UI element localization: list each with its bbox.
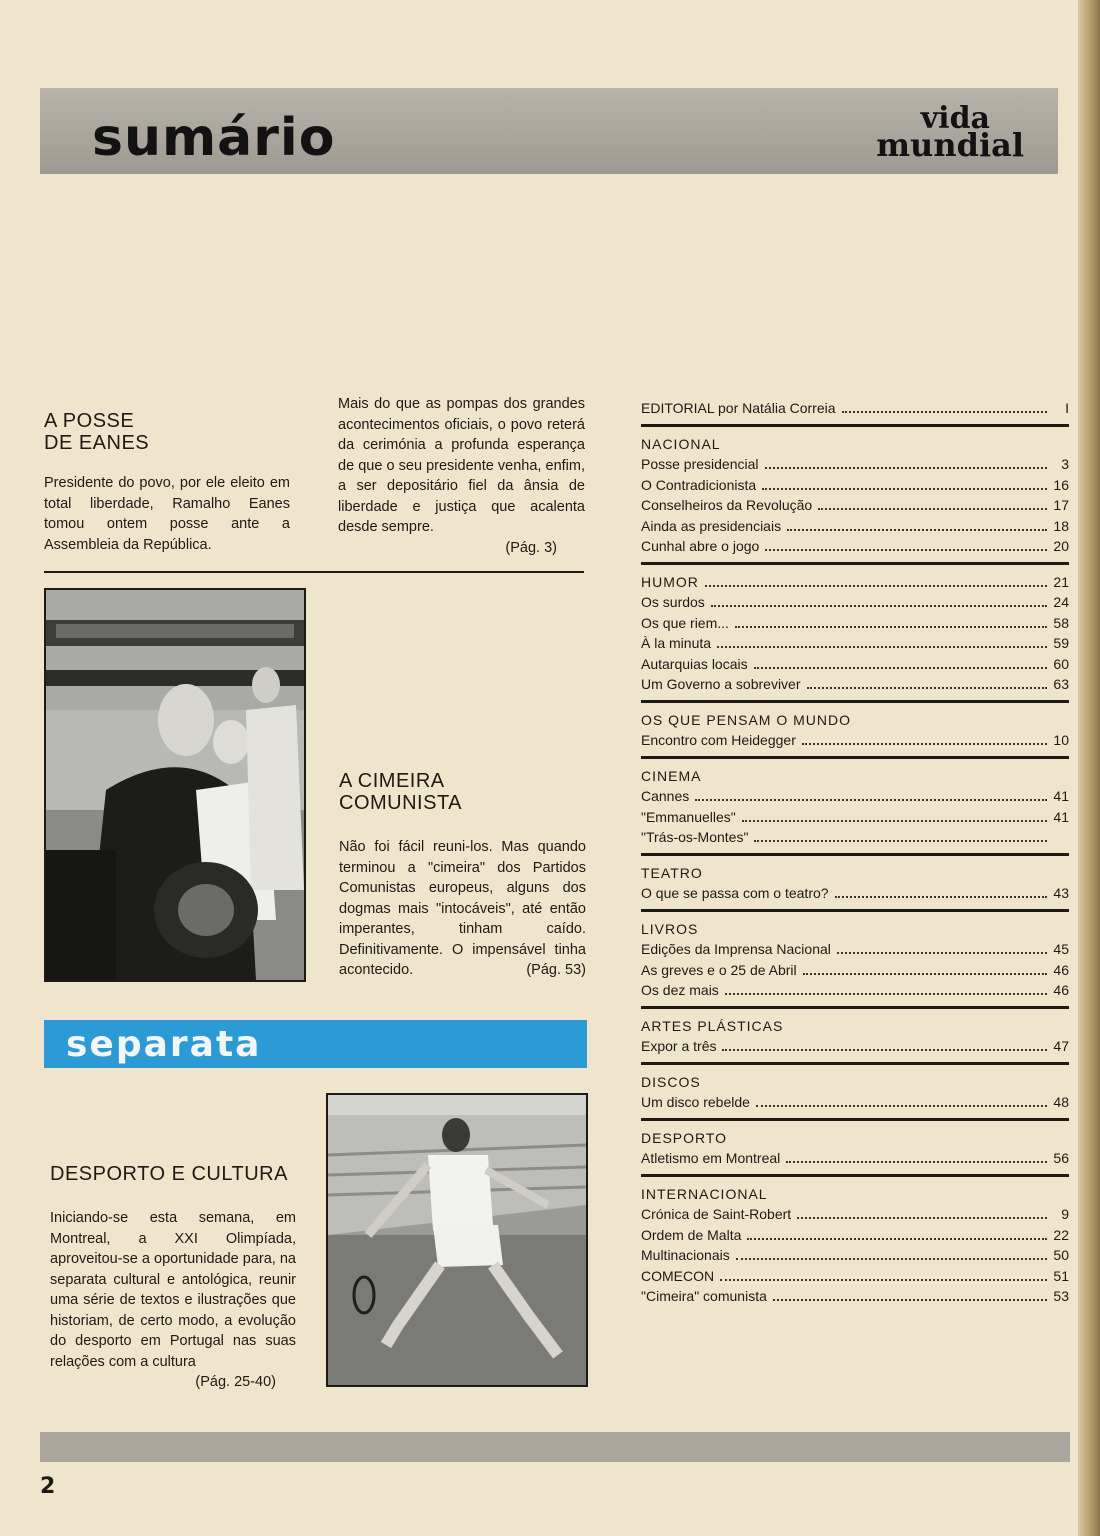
- toc-entry[interactable]: [641, 807, 1069, 828]
- toc-section-title[interactable]: [641, 434, 1069, 455]
- footer-band: [40, 1432, 1070, 1462]
- toc-entry-page: 59: [1053, 635, 1069, 651]
- toc-entry[interactable]: [641, 1092, 1069, 1113]
- toc-entry-label: Encontro com Heidegger: [641, 732, 796, 748]
- photo-eanes: [44, 588, 306, 982]
- toc-entry-label: Expor a três: [641, 1038, 717, 1054]
- toc-section-title[interactable]: [641, 572, 1069, 593]
- toc-section-title-label: NACIONAL: [641, 435, 721, 452]
- toc-section: [641, 766, 1069, 856]
- toc-leader: [803, 973, 1047, 975]
- toc-leader: [695, 799, 1047, 801]
- toc-leader: [754, 840, 1047, 842]
- toc-leader: [742, 820, 1047, 822]
- toc-entry-label: Crónica de Saint-Robert: [641, 1206, 792, 1222]
- toc-divider: [641, 562, 1069, 565]
- toc-divider: [641, 853, 1069, 856]
- toc-divider: [641, 1006, 1069, 1009]
- toc-leader: [754, 667, 1047, 669]
- toc-entry[interactable]: [641, 495, 1069, 516]
- toc-entry-page: 51: [1053, 1267, 1069, 1284]
- toc-leader: [717, 646, 1047, 648]
- toc-section-title[interactable]: [641, 1016, 1069, 1037]
- toc-divider: [641, 756, 1069, 759]
- toc-entry-label: O que se passa com o teatro?: [641, 885, 829, 901]
- toc-entry-page: 47: [1053, 1038, 1069, 1054]
- posse-text-body: Mais do que as pompas dos grandes acontecimentos oficiais, o povo reterá da cerimónia a profunda esperança de que o seu presidente venha, enfim, a ser depositário fiel da ânsia de liberdade e justiça que acalenta desde sempre.: [338, 396, 585, 535]
- cimeira-text: [339, 837, 586, 982]
- toc-entry-page: 16: [1053, 476, 1069, 493]
- toc-entry-label: "Cimeira" comunista: [641, 1288, 767, 1304]
- toc-entry[interactable]: [641, 1204, 1069, 1225]
- toc-editorial-page: I: [1065, 400, 1069, 416]
- toc-entry[interactable]: [641, 939, 1069, 960]
- toc-entry-label: Cunhal abre o jogo: [641, 538, 760, 554]
- toc-entry[interactable]: [641, 1148, 1069, 1169]
- toc-leader: [842, 411, 1047, 413]
- posse-text: [338, 394, 585, 555]
- toc-editorial[interactable]: [641, 398, 1069, 419]
- toc-leader: [722, 1049, 1047, 1051]
- column-gap: [604, 395, 605, 1395]
- toc-entry-label: Ordem de Malta: [641, 1226, 742, 1243]
- toc-entry-page: 60: [1053, 655, 1069, 672]
- toc-leader: [765, 467, 1047, 469]
- toc-entry-page: 46: [1053, 982, 1069, 998]
- toc-leader: [762, 488, 1047, 490]
- toc-entry-page: 63: [1053, 676, 1069, 692]
- toc-section: [641, 863, 1069, 912]
- toc-section-title-page: 21: [1053, 573, 1069, 590]
- toc-entry-label: COMECON: [641, 1267, 715, 1284]
- toc-entry-page: 58: [1053, 614, 1069, 631]
- toc-section-title[interactable]: [641, 1072, 1069, 1093]
- toc-entry-page: 20: [1053, 538, 1069, 554]
- separata-text: [50, 1208, 296, 1393]
- toc-leader: [837, 952, 1047, 954]
- toc-entry-page: 17: [1053, 497, 1069, 513]
- toc-leader: [735, 626, 1047, 628]
- toc-divider: [641, 1118, 1069, 1121]
- toc-entry-label: "Trás-os-Montes": [641, 829, 749, 845]
- toc-entry-label: Multinacionais: [641, 1247, 730, 1263]
- toc-entry-label: "Emmanuelles": [641, 808, 736, 825]
- toc-leader: [818, 508, 1047, 510]
- toc-leader: [835, 896, 1047, 898]
- toc-entry[interactable]: [641, 475, 1069, 496]
- toc-entry[interactable]: [641, 730, 1069, 751]
- toc-section-title-label: DISCOS: [641, 1073, 701, 1090]
- toc-entry-page: 45: [1053, 941, 1069, 957]
- toc-entry[interactable]: [641, 1245, 1069, 1266]
- page-title: sumário: [92, 108, 336, 168]
- toc-entry[interactable]: [641, 827, 1069, 848]
- cimeira-heading: [339, 770, 462, 814]
- toc-leader: [787, 529, 1047, 531]
- toc-entry[interactable]: [641, 516, 1069, 537]
- toc-leader: [720, 1279, 1047, 1281]
- toc-editorial-label: EDITORIAL por Natália Correia: [641, 400, 836, 416]
- separata-banner: [44, 1020, 587, 1068]
- toc-entry-label: Os surdos: [641, 594, 705, 610]
- toc-section-title[interactable]: [641, 766, 1069, 787]
- toc-entry[interactable]: [641, 1036, 1069, 1057]
- toc-leader: [802, 743, 1047, 745]
- toc-entry-page: 3: [1061, 456, 1069, 472]
- toc-section: [641, 1184, 1069, 1307]
- toc-leader: [786, 1161, 1047, 1163]
- posse-heading-line2: DE EANES: [44, 432, 150, 454]
- toc-entry-label: Um disco rebelde: [641, 1094, 750, 1110]
- toc-entry[interactable]: [641, 1266, 1069, 1287]
- toc-divider: [641, 1062, 1069, 1065]
- toc-entry[interactable]: [641, 960, 1069, 981]
- magazine-logo: [876, 101, 1024, 164]
- toc-section: [641, 572, 1069, 703]
- toc-section-title[interactable]: [641, 710, 1069, 731]
- logo-line-1: vida: [920, 101, 990, 136]
- toc-entry-page: 56: [1053, 1150, 1069, 1166]
- toc-leader: [736, 1258, 1047, 1260]
- toc-leader: [725, 993, 1047, 995]
- toc-section-title-label: INTERNACIONAL: [641, 1185, 768, 1202]
- toc-section-title[interactable]: [641, 863, 1069, 884]
- toc-divider: [641, 1174, 1069, 1177]
- toc-entry-label: Autarquias locais: [641, 655, 748, 672]
- toc-leader: [797, 1217, 1047, 1219]
- toc-entry-label: Edições da Imprensa Nacional: [641, 941, 831, 957]
- toc-entry-page: 18: [1053, 517, 1069, 534]
- binding-edge: [1078, 0, 1100, 1536]
- posse-page-ref: (Pág. 3): [505, 539, 557, 555]
- separata-page-ref: (Pág. 25-40): [195, 1374, 276, 1390]
- toc-leader: [705, 585, 1047, 587]
- toc-entry[interactable]: [641, 883, 1069, 904]
- toc-entry-page: 48: [1053, 1094, 1069, 1110]
- toc-section: [641, 434, 1069, 565]
- toc-divider: [641, 700, 1069, 703]
- toc-leader: [765, 549, 1047, 551]
- toc-leader: [747, 1238, 1047, 1240]
- toc-section-title[interactable]: [641, 919, 1069, 940]
- toc-section-title[interactable]: [641, 1184, 1069, 1205]
- toc-entry-label: Ainda as presidenciais: [641, 517, 782, 534]
- toc-entry-page: 41: [1053, 788, 1069, 804]
- posse-heading: [44, 410, 149, 454]
- toc-entry-page: 9: [1061, 1206, 1069, 1222]
- toc-leader: [711, 605, 1047, 607]
- separata-banner-label: separata: [66, 1024, 262, 1065]
- cimeira-page-ref: (Pág. 53): [526, 962, 586, 978]
- toc-section: [641, 1072, 1069, 1121]
- toc-section: [641, 1128, 1069, 1177]
- toc-section-title-label: DESPORTO: [641, 1129, 728, 1146]
- toc-entry-label: Atletismo em Montreal: [641, 1150, 781, 1166]
- toc-entry-label: Cannes: [641, 788, 690, 804]
- toc-entry[interactable]: [641, 1225, 1069, 1246]
- posse-heading-line1: A POSSE: [44, 410, 135, 432]
- toc-entry-page: 41: [1053, 808, 1069, 825]
- toc-entry[interactable]: [641, 613, 1069, 634]
- toc-leader: [756, 1105, 1047, 1107]
- toc-entry-label: Os que riem...: [641, 614, 729, 631]
- toc-section: [641, 1016, 1069, 1065]
- toc-divider: [641, 424, 1069, 427]
- toc-entry-page: 24: [1053, 594, 1069, 610]
- toc-leader: [807, 687, 1047, 689]
- toc-entry[interactable]: [641, 654, 1069, 675]
- toc-entry[interactable]: [641, 592, 1069, 613]
- toc-entry[interactable]: [641, 536, 1069, 557]
- toc-leader: [773, 1299, 1047, 1301]
- toc-entry-label: À la minuta: [641, 635, 712, 651]
- toc-entry-page: 50: [1053, 1247, 1069, 1263]
- toc-section-title-label: ARTES PLÁSTICAS: [641, 1017, 784, 1034]
- toc-section-title-label: CINEMA: [641, 767, 702, 784]
- toc-entry-label: Conselheiros da Revolução: [641, 497, 813, 513]
- toc-entry[interactable]: [641, 633, 1069, 654]
- page-number: 2: [40, 1474, 56, 1499]
- toc-divider: [641, 909, 1069, 912]
- photo-tennis: [326, 1093, 588, 1387]
- toc-entry-page: 53: [1053, 1288, 1069, 1304]
- toc-entry-page: 46: [1053, 961, 1069, 978]
- logo-line-2: mundial: [876, 126, 1024, 164]
- toc-entry[interactable]: [641, 674, 1069, 695]
- toc-entry-label: As greves e o 25 de Abril: [641, 961, 797, 978]
- photo-tennis-image: [328, 1095, 586, 1385]
- toc-entry[interactable]: [641, 786, 1069, 807]
- toc-entry-label: Posse presidencial: [641, 456, 759, 472]
- toc-entry-label: Um Governo a sobreviver: [641, 676, 801, 692]
- toc-section: [641, 710, 1069, 759]
- cimeira-heading-line2: COMUNISTA: [339, 792, 463, 814]
- posse-intro: Presidente do povo, por ele eleito em total liberdade, Ramalho Eanes tomou ontem posse ante a Assembleia da República.: [44, 475, 290, 553]
- toc-entry[interactable]: [641, 454, 1069, 475]
- toc-entry[interactable]: [641, 1286, 1069, 1307]
- cimeira-text-body: Não foi fácil reuni-los. Mas quando terminou a "cimeira" dos Partidos Comunistas europeus, alguns dos dogmas mais "intocáveis", até então imperantes, tinham caído. Definitivamente. O impensável tinha acontecido.: [339, 839, 586, 978]
- toc-section-title-label: LIVROS: [641, 920, 699, 937]
- toc-entry-page: 22: [1053, 1226, 1069, 1243]
- separata-text-body: Iniciando-se esta semana, em Montreal, a XXI Olimpíada, aproveitou-se a oportunidade para, na separata cultural e antológica, reunir uma série de textos e ilustrações que historiam, de certo modo, a evolução do desporto em Portugal nas suas relações com a cultura: [50, 1210, 296, 1370]
- table-of-contents: [641, 398, 1069, 1307]
- desporto-heading: DESPORTO E CULTURA: [50, 1163, 288, 1185]
- toc-entry[interactable]: [641, 980, 1069, 1001]
- toc-entry-label: O Contradicionista: [641, 476, 757, 493]
- toc-section-title-label: HUMOR: [641, 573, 699, 590]
- toc-section-title-label: OS QUE PENSAM O MUNDO: [641, 711, 852, 728]
- toc-sections: [641, 434, 1069, 1307]
- toc-section-title[interactable]: [641, 1128, 1069, 1149]
- photo-eanes-image: [46, 590, 304, 980]
- toc-entry-label: Os dez mais: [641, 982, 719, 998]
- toc-entry-page: 43: [1053, 885, 1069, 901]
- toc-section: [641, 919, 1069, 1009]
- divider: [44, 571, 584, 573]
- cimeira-heading-line1: A CIMEIRA: [339, 770, 445, 792]
- toc-entry-page: 10: [1053, 732, 1069, 748]
- toc-section-title-label: TEATRO: [641, 864, 703, 881]
